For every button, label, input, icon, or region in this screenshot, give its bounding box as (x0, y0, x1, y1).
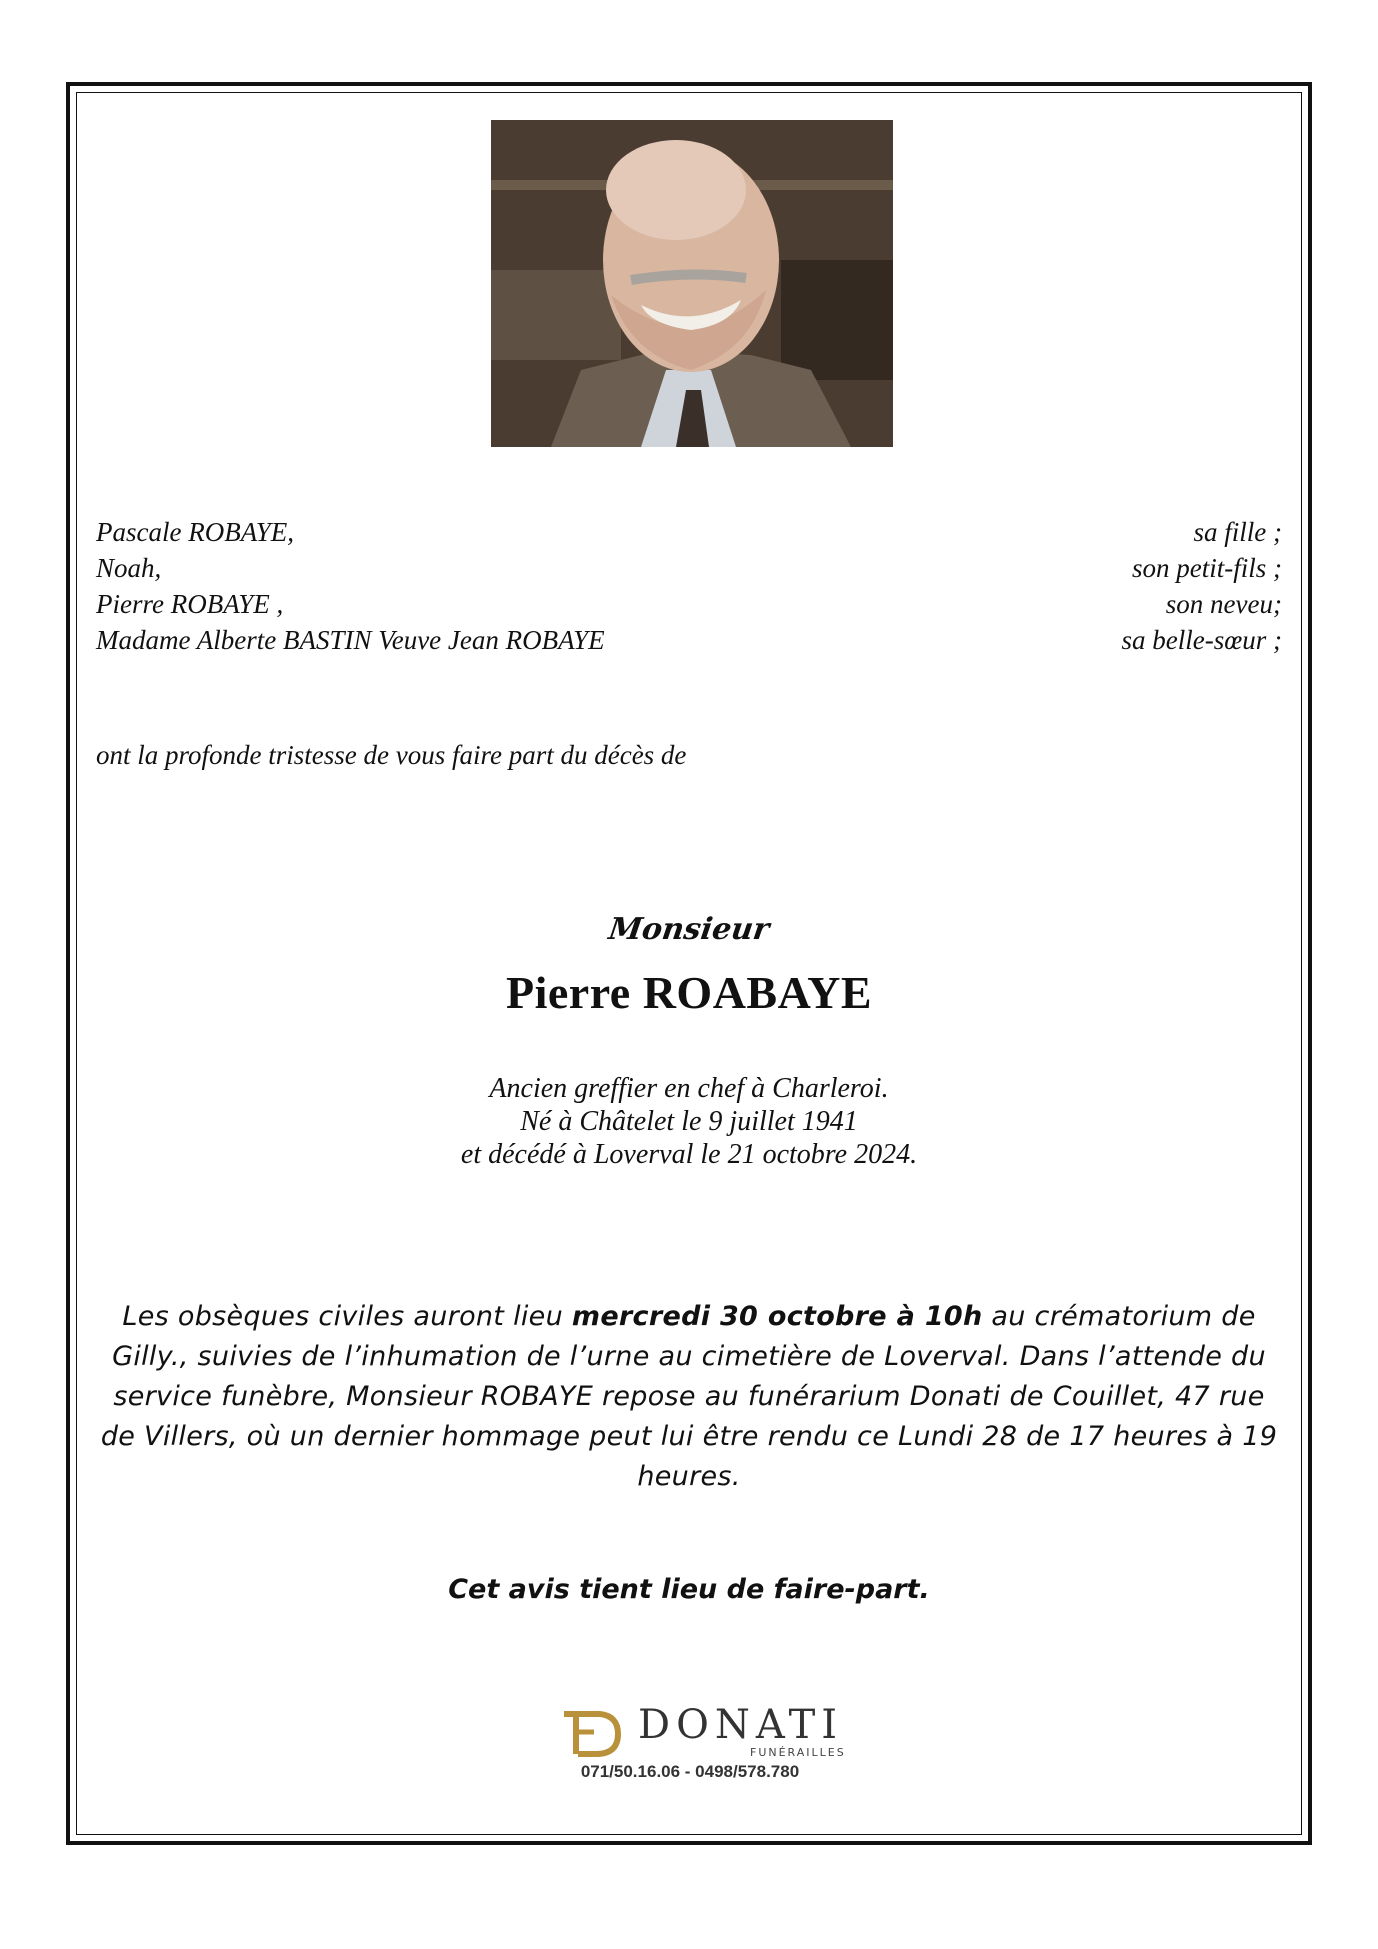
intro-text: ont la profonde tristesse de vous faire part du décès de (96, 740, 687, 770)
funeral-details (96, 1297, 1282, 1497)
family-name: Madame Alberte BASTIN Veuve Jean ROBAYE (96, 625, 605, 655)
notice-note: Cet avis tient lieu de faire-part. (448, 1574, 930, 1605)
family-relation: sa fille ; (1193, 517, 1282, 547)
donati-logo (560, 1700, 846, 1785)
honorific-title: Monsieur (606, 912, 772, 947)
funeral-text-end: au crématorium de Gilly., suivies de l’inhumation de l’urne au cimetière de Loverval. Dans l’attende du service funèbre, Monsieur ROBAYE repose au funérarium Donati de Couillet, 47 rue de Villers, où un dernier hommage peut lui être rendu ce Lundi 28 de 17 heures à 19 heures. (100, 1301, 1278, 1492)
family-list (96, 514, 1282, 658)
family-row (96, 514, 1282, 550)
family-name: Noah, (96, 553, 162, 583)
logo-phone: 071/50.16.06 - 0498/578.780 (580, 1762, 800, 1781)
family-row (96, 622, 1282, 658)
family-relation: son neveu; (1165, 589, 1282, 619)
bio-line: Ancien greffier en chef à Charleroi. (489, 1073, 889, 1104)
family-row (96, 550, 1282, 586)
bio-block (0, 1072, 1378, 1171)
logo-wordmark: DONATI (638, 1702, 844, 1748)
funeral-text-start: Les obsèques civiles auront lieu (122, 1301, 572, 1332)
portrait-photo (491, 120, 893, 447)
bio-line: et décédé à Loverval le 21 octobre 2024. (460, 1139, 918, 1170)
family-name: Pierre ROBAYE , (96, 589, 284, 619)
family-row (96, 586, 1282, 622)
family-relation: son petit-fils ; (1132, 553, 1282, 583)
family-name: Pascale ROBAYE, (96, 517, 294, 547)
donati-monogram-icon (560, 1706, 622, 1758)
logo-subtitle: FUNÉRAILLES (750, 1746, 846, 1759)
bio-line: Né à Châtelet le 9 juillet 1941 (520, 1106, 858, 1137)
funeral-date: mercredi 30 octobre à 10h (571, 1301, 983, 1332)
family-relation: sa belle-sœur ; (1121, 625, 1282, 655)
deceased-name: Pierre ROABAYE (505, 967, 872, 1018)
